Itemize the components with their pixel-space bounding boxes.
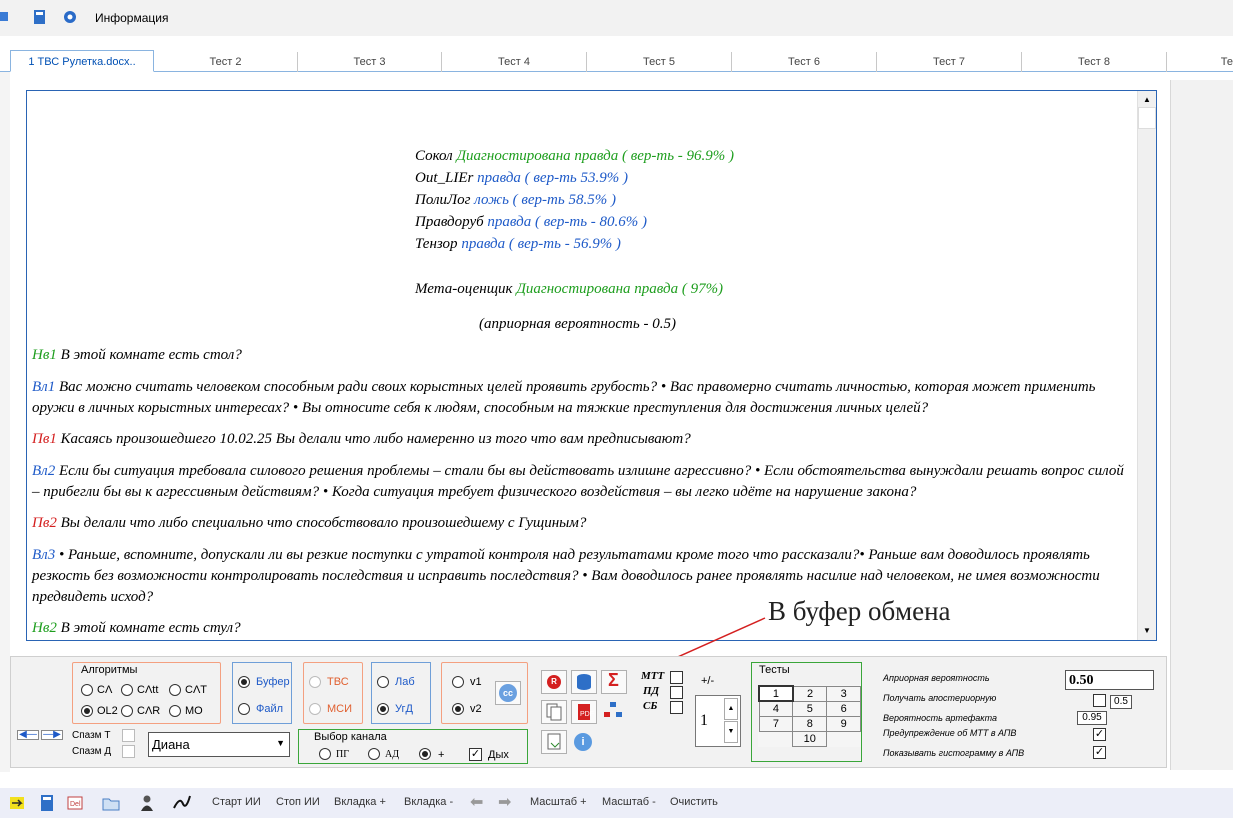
test-3[interactable]: 3 <box>827 686 861 701</box>
tests-title: Тесты <box>759 664 790 676</box>
test-6[interactable]: 6 <box>827 701 861 716</box>
info-icon: i <box>574 733 592 751</box>
tab-6[interactable]: Тест 6 <box>732 52 877 72</box>
detector-verdict: Диагностирована правда ( вер-ть - 96.9% ) <box>456 148 735 164</box>
question-paragraph <box>32 429 1127 450</box>
delete-icon[interactable] <box>66 794 84 812</box>
document-view[interactable] <box>26 90 1157 641</box>
folder-icon[interactable] <box>102 794 120 812</box>
detector-verdict: правда ( вер-ть 53.9% ) <box>477 170 628 186</box>
version-group <box>441 662 528 724</box>
alg-label-4: OL2 <box>97 705 118 717</box>
scroll-thumb[interactable] <box>1138 107 1156 129</box>
tab-3[interactable]: Тест 3 <box>298 52 442 72</box>
hist-label: Показывать гистограмму в АПВ <box>883 748 1025 758</box>
question-text: Вы делали что либо специально что способствовало произошедшему с Гущиным? <box>56 515 587 531</box>
gear-icon[interactable] <box>62 9 78 25</box>
clear-button[interactable]: Очистить <box>670 796 718 808</box>
sb-checkbox[interactable] <box>670 701 683 714</box>
spasm-d-label: Спазм Д <box>72 746 112 757</box>
output-group <box>232 662 292 724</box>
svg-text:Del: Del <box>70 801 81 808</box>
tvs-radio[interactable] <box>309 676 321 688</box>
alg-radio-1[interactable] <box>81 684 93 696</box>
lab-radio[interactable] <box>377 676 389 688</box>
arrow-forward-icon[interactable]: ➡ <box>498 794 512 811</box>
pdf-icon <box>572 701 596 723</box>
question-tag: Нв2 <box>32 620 57 636</box>
pd-label: ПД <box>643 685 660 697</box>
mtt-label: МТТ <box>641 670 665 682</box>
signature-icon[interactable] <box>172 794 190 812</box>
question-paragraph <box>32 545 1127 608</box>
tab-2[interactable]: Тест 2 <box>154 52 298 72</box>
alg-label-5: CΛR <box>137 705 161 717</box>
channel-plus-label: + <box>438 749 445 761</box>
mtt-checkbox[interactable] <box>670 671 683 684</box>
scroll-up-icon[interactable]: ▲ <box>1143 95 1151 104</box>
doc-scrollbar[interactable] <box>1137 91 1156 640</box>
structure-icon <box>601 700 625 722</box>
tab-5[interactable]: Тест 5 <box>587 52 732 72</box>
lab-group <box>371 662 431 724</box>
sb-label: СБ <box>643 700 658 712</box>
calculator-icon[interactable] <box>32 9 48 25</box>
database-button[interactable] <box>571 670 597 694</box>
export-icon <box>542 731 566 753</box>
report-icon: R <box>547 675 561 689</box>
msi-label: МСИ <box>327 703 353 715</box>
tab-4[interactable]: Тест 4 <box>442 52 587 72</box>
count-spinner[interactable] <box>695 695 741 747</box>
database-icon <box>572 671 596 693</box>
detector-name: Правдоруб <box>415 214 484 230</box>
alg-label-1: CΛ <box>97 684 113 696</box>
detector-verdict: правда ( вер-ть - 56.9% ) <box>461 236 621 252</box>
detector-verdict: ложь ( вер-ть 58.5% ) <box>474 192 616 208</box>
spasm-t-checkbox[interactable] <box>122 729 135 742</box>
v1-label: v1 <box>470 676 482 688</box>
posterior-input[interactable]: 0.5 <box>1110 695 1132 709</box>
alg-radio-3[interactable] <box>169 684 181 696</box>
clipboard-button[interactable] <box>541 700 567 724</box>
buffer-radio[interactable] <box>238 676 250 688</box>
clipped-line <box>29 90 629 93</box>
cc-button[interactable] <box>495 681 521 705</box>
prior-line: (априорная вероятность - 0.5) <box>479 316 676 332</box>
bottom-toolbar <box>0 788 1233 818</box>
arrow-left-icon[interactable]: ◀— <box>17 730 39 740</box>
test-10[interactable]: 10 <box>793 731 827 746</box>
plusminus-label: +/- <box>701 675 715 687</box>
person-value: Диана <box>152 737 190 752</box>
warn-label: Предупреждение об МТТ в АПВ <box>883 728 1017 738</box>
file-label: Файл <box>256 703 284 715</box>
prior-input[interactable]: 0.50 <box>1065 670 1154 690</box>
clipboard-icon <box>542 701 566 723</box>
left-strip <box>0 72 10 772</box>
tab-remove-button[interactable]: Вкладка - <box>404 796 454 808</box>
sum-button[interactable] <box>601 670 627 694</box>
v2-label: v2 <box>470 703 482 715</box>
hist-checkbox[interactable]: ✓ <box>1094 746 1105 758</box>
ugd-label: УгД <box>395 703 413 715</box>
channel-pg-radio[interactable] <box>319 748 331 760</box>
prior-label: Априорная вероятность <box>883 673 990 683</box>
result-line <box>415 148 734 165</box>
sigma-icon: Σ <box>608 670 619 690</box>
question-paragraph <box>32 461 1127 503</box>
detector-name: ПолиЛог <box>415 192 471 208</box>
question-paragraph <box>32 345 1127 366</box>
person-select[interactable] <box>148 732 290 757</box>
result-line <box>415 214 647 231</box>
pdf-button[interactable] <box>571 700 597 724</box>
question-tag: Пв2 <box>32 515 57 531</box>
question-tag: Пв1 <box>32 431 57 447</box>
test-9[interactable]: 9 <box>827 716 861 731</box>
tests-grid <box>758 685 861 747</box>
channel-ad-radio[interactable] <box>368 748 380 760</box>
breath-label: Дых <box>488 749 509 761</box>
spasm-t-label: Спазм Т <box>72 730 111 741</box>
result-line <box>415 170 628 187</box>
arrow-right-icon[interactable]: —▶ <box>41 730 63 740</box>
control-panel <box>10 656 1167 768</box>
test-4[interactable]: 4 <box>759 701 793 716</box>
question-text: Вас можно считать человеком способным ради своих корыстных целей проявить грубость? • Вас правомерно считать личностью, которая может применить оружи в личных корыстных интересах? • Вы относите себя к людям, способным на тяжкие преступления для достижения личных целей? <box>32 379 1096 416</box>
menu-info[interactable]: Информация <box>95 11 169 25</box>
spin-up-icon[interactable]: ▲ <box>724 698 738 720</box>
tvs-label: ТВС <box>327 676 349 688</box>
annotation-label: В буфер обмена <box>768 596 951 626</box>
alg-label-2: CΛtt <box>137 684 159 696</box>
right-panel <box>1170 80 1233 770</box>
channel-group <box>298 729 528 764</box>
result-line <box>415 236 621 253</box>
info-button[interactable] <box>571 730 597 754</box>
calculator-icon[interactable] <box>38 794 56 812</box>
warn-checkbox[interactable]: ✓ <box>1094 728 1105 740</box>
spasm-d-checkbox[interactable] <box>122 745 135 758</box>
test-8[interactable]: 8 <box>793 716 827 731</box>
question-tag: Вл1 <box>32 379 56 395</box>
question-text: • Раньше, вспомните, допускали ли вы резкие поступки с утратой контроля над результатами кроме того что рассказали?• Раньше вам доводилось проявлять резкость без возможности контролировать последствия и исправить последствия? • Вам доводилось ранее проявлять насилие над человеком, не имея возможности предвидеть исход? <box>32 547 1100 605</box>
spin-down-icon[interactable]: ▼ <box>724 721 738 743</box>
tab-8[interactable]: Тест 8 <box>1022 52 1167 72</box>
spinner-value: 1 <box>700 712 708 729</box>
ugd-radio[interactable] <box>377 703 389 715</box>
tab-add-button[interactable]: Вкладка + <box>334 796 386 808</box>
cc-icon: cc <box>499 684 517 702</box>
test-1[interactable]: 1 <box>759 686 793 701</box>
question-text: В этой комнате есть стул? <box>56 620 241 636</box>
zoom-in-button[interactable]: Масштаб + <box>530 796 587 808</box>
detector-name: Сокол <box>415 148 453 164</box>
v1-radio[interactable] <box>452 676 464 688</box>
tests-group <box>751 662 862 762</box>
channel-pg-label: ПГ <box>336 749 350 760</box>
test-5[interactable]: 5 <box>793 701 827 716</box>
alg-label-3: CΛT <box>185 684 208 696</box>
buffer-label: Буфер <box>256 676 290 688</box>
tab-7[interactable]: Тест 7 <box>877 52 1022 72</box>
posterior-label: Получать апостериорную <box>883 693 997 703</box>
alg-radio-5[interactable] <box>121 705 133 717</box>
lab-label: Лаб <box>395 676 415 688</box>
channel-plus-radio[interactable] <box>419 748 431 760</box>
test-7[interactable]: 7 <box>759 716 793 731</box>
algorithms-group <box>72 662 221 724</box>
algorithms-title: Алгоритмы <box>81 664 138 676</box>
artifact-input[interactable]: 0.95 <box>1077 711 1107 725</box>
posterior-checkbox[interactable] <box>1093 694 1106 707</box>
window-icon[interactable] <box>0 9 12 25</box>
svg-text:PDF: PDF <box>580 711 594 718</box>
tab-bar <box>0 52 1233 72</box>
v2-radio[interactable] <box>452 703 464 715</box>
result-line <box>415 192 616 209</box>
artifact-label: Вероятность артефакта <box>883 713 998 723</box>
file-radio[interactable] <box>238 703 250 715</box>
question-paragraph <box>32 377 1127 419</box>
question-tag: Вл2 <box>32 463 56 479</box>
person-icon[interactable] <box>138 794 156 812</box>
export-button[interactable] <box>541 730 567 754</box>
question-text: Если бы ситуация требовала силового решения проблемы – стали бы вы действовать излишне агрессивно? • Если обстоятельства вынуждали решать вопрос силой – прибегли бы вы к агрессивным действиям? • Когда ситуация требует физического воздействия – вы легко идёте на нарушение закона? <box>32 463 1124 500</box>
test-2[interactable]: 2 <box>793 686 827 701</box>
tab-1[interactable]: 1 ТВС Рулетка.docx.. <box>10 50 154 72</box>
zoom-out-button[interactable]: Масштаб - <box>602 796 656 808</box>
scroll-down-icon[interactable]: ▼ <box>1143 626 1151 635</box>
question-paragraph <box>32 513 1127 534</box>
stop-ai-button[interactable]: Стоп ИИ <box>276 796 320 808</box>
alg-radio-2[interactable] <box>121 684 133 696</box>
mode-group <box>303 662 363 724</box>
report-button[interactable] <box>541 670 567 694</box>
chevron-down-icon: ▼ <box>276 738 285 748</box>
question-tag: Вл3 <box>32 547 56 563</box>
detector-verdict: правда ( вер-ть - 80.6% ) <box>487 214 648 230</box>
start-ai-button[interactable]: Старт ИИ <box>212 796 261 808</box>
arrow-back-icon[interactable]: ⬅ <box>470 794 484 811</box>
top-toolbar <box>0 0 1233 36</box>
question-text: В этой комнате есть стол? <box>56 347 242 363</box>
channel-ad-label: АД <box>385 749 400 760</box>
detector-name: Out_LIEr <box>415 170 474 186</box>
breath-checkbox[interactable]: ✓ <box>470 748 481 760</box>
channel-title: Выбор канала <box>314 731 387 743</box>
tab-9[interactable]: Те <box>1220 56 1233 68</box>
structure-button[interactable] <box>601 700 627 724</box>
detector-name: Тензор <box>415 236 458 252</box>
alg-radio-4[interactable] <box>81 705 93 717</box>
question-tag: Нв1 <box>32 347 57 363</box>
alg-label-6: MO <box>185 705 203 717</box>
arrow-exit-icon[interactable] <box>8 794 26 812</box>
meta-line: Мета-оценщик Диагностирована правда ( 97%) <box>415 281 724 297</box>
msi-radio[interactable] <box>309 703 321 715</box>
pd-checkbox[interactable] <box>670 686 683 699</box>
question-text: Касаясь произошедшего 10.02.25 Вы делали что либо намеренно из того что вам предписывают? <box>56 431 691 447</box>
alg-radio-6[interactable] <box>169 705 181 717</box>
